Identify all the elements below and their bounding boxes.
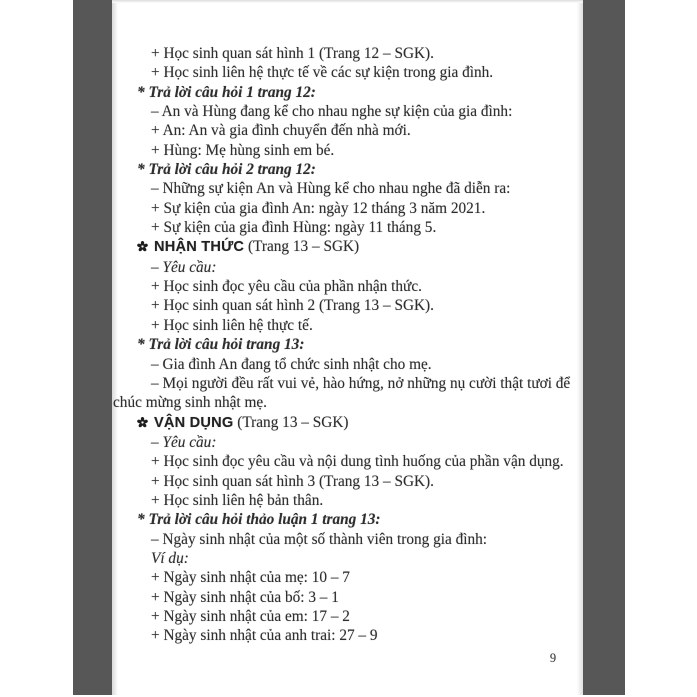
page-top-edge (112, 0, 583, 3)
florette-icon (137, 241, 148, 252)
text-line: + Học sinh liên hệ thực tế về các sự kiện trong gia đình. (151, 64, 494, 82)
text-line: + Học sinh đọc yêu cầu của phần nhận thức. (151, 278, 422, 296)
text-line: * Trả lời câu hỏi trang 13: (137, 336, 305, 354)
text-line: + Ngày sinh nhật của em: 17 – 2 (151, 607, 350, 625)
text-line: + Học sinh liên hệ bản thân. (151, 491, 324, 509)
page-number: 9 (549, 651, 557, 665)
text-line: + Sự kiện của gia đình An: ngày 12 tháng 3 năm 2021. (151, 199, 486, 217)
content-area (113, 44, 569, 646)
page-right-edge-shadow (577, 0, 583, 695)
text-line: chúc mừng sinh nhật mẹ. (113, 394, 268, 412)
text-line: – Những sự kiện An và Hùng kể cho nhau nghe đã diễn ra: (151, 180, 511, 198)
text-line: – Yêu cầu: (151, 258, 217, 276)
text-line: + Sự kiện của gia đình Hùng: ngày 11 tháng 5. (151, 219, 437, 237)
text-line: + Học sinh quan sát hình 2 (Trang 13 – SGK). (151, 297, 434, 315)
section-title: VẬN DỤNG (154, 414, 234, 431)
text-line: + Học sinh đọc yêu cầu và nội dung tình huống của phần vận dụng. (151, 453, 564, 471)
text-line: + Ngày sinh nhật của mẹ: 10 – 7 (151, 569, 350, 587)
section-page-ref: (Trang 13 – SGK) (244, 238, 360, 256)
text-line: + Ngày sinh nhật của anh trai: 27 – 9 (151, 627, 378, 645)
text-line: – Yêu cầu: (151, 433, 217, 451)
text-line: * Trả lời câu hỏi thảo luận 1 trang 13: (137, 511, 381, 529)
text-line: + Ngày sinh nhật của bố: 3 – 1 (151, 588, 339, 606)
text-line: – Gia đình An đang tổ chức sinh nhật cho mẹ. (151, 355, 432, 373)
text-line: + Học sinh quan sát hình 3 (Trang 13 – SGK). (151, 472, 434, 490)
text-line: + Học sinh liên hệ thực tế. (151, 316, 313, 334)
text-line: + An: An và gia đình chuyển đến nhà mới. (151, 122, 411, 140)
left-backdrop-bar (73, 0, 112, 695)
text-line: – An và Hùng đang kể cho nhau nghe sự kiện của gia đình: (151, 103, 513, 121)
text-line: – Ngày sinh nhật của một số thành viên trong gia đình: (151, 530, 488, 548)
section-title: NHẬN THỨC (154, 239, 245, 256)
text-line: * Trả lời câu hỏi 1 trang 12: (137, 83, 316, 101)
section-page-ref: (Trang 13 – SGK) (233, 413, 349, 431)
section-heading (113, 237, 569, 257)
text-line: – Mọi người đều rất vui vẻ, hào hứng, nở những nụ cười thật tươi để (151, 374, 571, 392)
text-line: Ví dụ: (151, 549, 189, 567)
text-line: + Học sinh quan sát hình 1 (Trang 12 – SGK). (151, 45, 434, 62)
text-line: * Trả lời câu hỏi 2 trang 12: (137, 161, 316, 179)
right-backdrop-bar (583, 0, 625, 695)
florette-icon (137, 417, 148, 428)
text-line: + Hùng: Mẹ hùng sinh em bé. (151, 141, 335, 159)
section-heading (113, 413, 569, 433)
